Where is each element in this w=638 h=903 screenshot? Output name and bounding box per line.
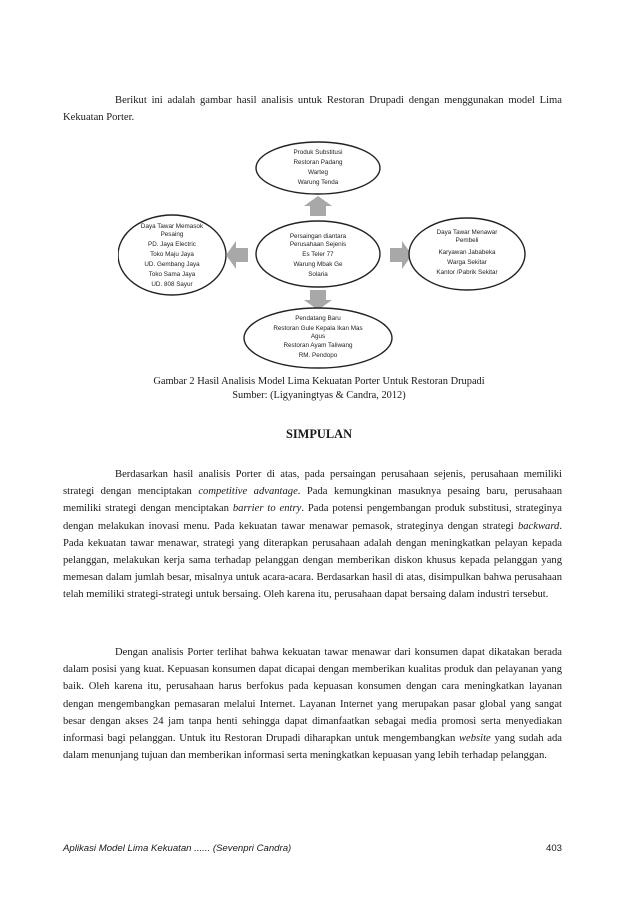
right-line: Karyawan Jababeka	[438, 249, 496, 256]
center-line: Warung Mbak Ge	[293, 261, 343, 268]
right-line: Kantor /Pabrik Sekitar	[436, 269, 498, 276]
bottom-line: Pendatang Baru	[295, 315, 341, 322]
center-line: Solaria	[308, 271, 328, 278]
left-line: Daya Tawar Memasok	[140, 223, 204, 230]
text-run: Dengan analisis Porter terlihat bahwa kekuatan tawar menawar dari konsumen dapat dikatakan berada dalam posisi yang kuat. Kepuasan konsumen dapat dicapai dengan memberikan kualitas produk dan pelayanan yang baik. Oleh karena itu, perusahaan harus berfokus pada kepuasan konsumen dengan cara meningkatkan layanan dengan mengembangkan pemasaran melalui Internet. Layanan Internet yang merupakan pasar global yang sangat besar dengan akses 24 jam tanpa henti sehingga dapat dimanfaatkan sebagai media promosi serta menyediakan informasi bagi pelanggan. Untuk itu Restoran Drupadi diharapkan untuk mengembangkan	[63, 647, 562, 745]
text-run: . Pada kekuatan tawar menawar, strategi yang diterapkan perusahaan adalah dengan meningkatkan pelayan kepada pelanggan, melakukan kerja sama terhadap pelanggan dengan memberikan diskon khusus kepada pelanggan yang memesan dalam jumlah besar, misalnya untuk acara-acara. Berdasarkan hasil di atas, disimpulkan bahwa perusahaan telah memiliki strategi-strategi untuk bersaing. Oleh karena itu, perusahaan dapat bersaing dalam industri tersebut.	[63, 520, 562, 601]
porter-five-forces-diagram	[118, 138, 526, 370]
left-line: UD. 808 Sayur	[151, 281, 193, 288]
text-run: Berdasarkan hasil analisis Porter di atas, pada persaingan perusahaan sejenis, perusahaan memiliki strategi dengan menciptakan	[63, 469, 562, 498]
text-run: . Pada kemungkinan masuknya pesaing baru, perusahaan memiliki strategi dengan menciptakan	[63, 486, 562, 515]
left-line: PD. Jaya Electric	[148, 241, 196, 248]
down-arrow-icon	[304, 290, 332, 310]
emphasis: barrier to entry	[232, 503, 302, 515]
emphasis: backward	[517, 520, 560, 532]
top-line: Produk Substitusi	[293, 149, 343, 156]
section-heading: SIMPULAN	[285, 427, 353, 441]
footer-running-title: Aplikasi Model Lima Kekuatan ...... (Sevenpri Candra)	[63, 843, 292, 854]
bottom-line: Restoran Gule Kepala Ikan Mas	[273, 325, 363, 332]
text-run: yang sudah ada dalam menunjang tujuan dan memberikan informasi serta meningkatkan kepuasan yang lebih terhadap pelanggan.	[63, 733, 562, 762]
bottom-line: Agus	[310, 333, 326, 340]
emphasis: website	[458, 733, 491, 745]
left-line: Toko Maju Jaya	[150, 251, 194, 258]
page-number: 403	[545, 843, 562, 854]
intro-text: Berikut ini adalah gambar hasil analisis untuk Restoran Drupadi dengan menggunakan model Lima Kekuatan Porter.	[63, 95, 562, 124]
conclusion-paragraph-1	[63, 466, 562, 604]
right-line: Daya Tawar Menawar	[436, 229, 498, 236]
center-line: Es Teler 77	[302, 251, 334, 258]
conclusion-paragraph-2	[63, 644, 562, 764]
figure-source: Sumber: (Ligyaningtyas & Candra, 2012)	[232, 390, 406, 401]
figure-caption: Gambar 2 Hasil Analisis Model Lima Kekuatan Porter Untuk Restoran Drupadi	[153, 376, 485, 387]
top-line: Warung Tenda	[297, 179, 339, 186]
bottom-line: Restoran Ayam Taliwang	[283, 342, 353, 349]
up-arrow-icon	[304, 196, 332, 216]
top-line: Restoran Padang	[293, 159, 343, 166]
center-line: Persaingan diantara	[289, 233, 347, 240]
intro-paragraph	[63, 92, 562, 126]
left-line: Toko Sama Jaya	[148, 271, 196, 278]
left-arrow-icon	[226, 241, 248, 269]
center-line: Perusahaan Sejenis	[289, 241, 347, 248]
emphasis: competitive advantage	[198, 486, 298, 498]
top-line: Warteg	[307, 169, 329, 176]
bottom-line: RM. Pendopo	[298, 352, 338, 359]
left-line: UD. Gembang Jaya	[144, 261, 200, 268]
left-line: Pesaing	[160, 231, 184, 238]
right-line: Pembeli	[455, 237, 479, 244]
text-run: . Pada potensi pengembangan produk substitusi, strateginya dengan melakukan inovasi menu. Pada kekuatan tawar menawar pemasok, strateginya dengan strategi	[63, 503, 562, 532]
right-line: Warga Sekitar	[447, 259, 487, 266]
